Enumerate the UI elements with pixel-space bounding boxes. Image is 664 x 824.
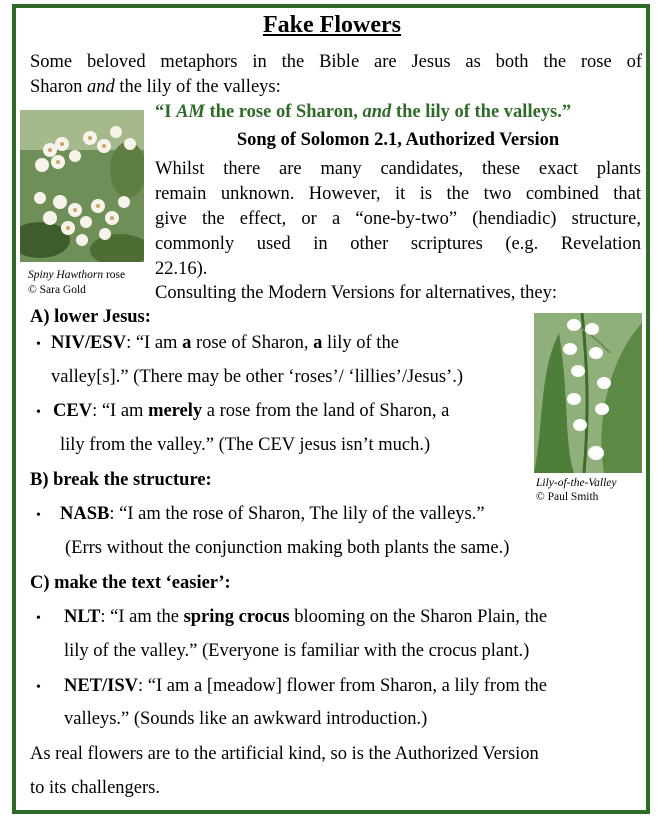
photo1-caption-plant: Spiny Hawthorn xyxy=(28,269,104,281)
text: : “I am a [meadow] flower from Sharon, a lily from the xyxy=(138,676,547,696)
section-b-heading: B) break the structure: xyxy=(30,470,212,490)
quote-end: the lily of the valleys.” xyxy=(391,102,572,122)
nlt-line-1 xyxy=(64,607,547,628)
text: rose of Sharon, xyxy=(191,333,314,353)
page-title: Fake Flowers xyxy=(263,12,401,38)
bullet-icon: • xyxy=(36,680,41,695)
paragraph-line-6: Consulting the Modern Versions for alternatives, they: xyxy=(155,283,557,303)
lily-image xyxy=(534,313,642,473)
bullet-icon: • xyxy=(36,337,41,352)
paragraph-line-3: give the effect, or a “one-by-two” (hendiadic) structure, xyxy=(155,209,641,229)
text: blooming on the Sharon Plain, the xyxy=(289,607,548,627)
nasb-line-2: (Errs without the conjunction making both plants the same.) xyxy=(65,538,510,558)
cev-line-1 xyxy=(53,401,449,422)
text: : “I am xyxy=(92,401,149,421)
text: : “I am the xyxy=(100,607,184,627)
net-isv-line-1 xyxy=(64,676,547,697)
niv-esv-line-1 xyxy=(51,333,399,354)
photo1-credit: © Sara Gold xyxy=(28,284,86,296)
emphasis: merely xyxy=(148,401,203,421)
closing-line-2: to its challengers. xyxy=(30,778,160,798)
cev-line-2: lily from the valley.” (The CEV jesus isn’t much.) xyxy=(60,435,431,455)
text: : “I am the rose of Sharon, The lily of the valleys.” xyxy=(109,504,485,524)
emphasis: spring crocus xyxy=(183,607,290,627)
paragraph-line-5: 22.16). xyxy=(155,259,208,279)
text: lily of the xyxy=(322,333,399,353)
quote-and: and xyxy=(362,102,392,122)
version-label: NLT xyxy=(64,607,101,627)
text: : “I am xyxy=(126,333,183,353)
scripture-quote xyxy=(155,102,571,123)
niv-esv-line-2: valley[s].” (There may be other ‘roses’/ ‘lillies’/Jesus’.) xyxy=(51,367,463,387)
quote-mid: the rose of Sharon, xyxy=(204,102,363,122)
section-c-heading: C) make the text ‘easier’: xyxy=(30,573,231,593)
version-label: NET/ISV xyxy=(64,676,139,696)
intro-text-end: the lily of the valleys: xyxy=(114,77,281,97)
paragraph-line-1: Whilst there are many candidates, these exact plants xyxy=(155,159,641,179)
lily-of-the-valley-photo xyxy=(534,313,642,473)
paragraph-line-4: commonly used in other scriptures (e.g. Revelation xyxy=(155,234,641,254)
intro-text: Sharon xyxy=(30,77,88,97)
section-a-heading: A) lower Jesus: xyxy=(30,307,151,327)
paragraph-line-2: remain unknown. However, it is the two combined that xyxy=(155,184,641,204)
quote-open: “I xyxy=(155,102,177,122)
bullet-icon: • xyxy=(36,611,41,626)
quote-am: AM xyxy=(176,102,205,122)
emphasis: a xyxy=(313,333,323,353)
photo1-caption xyxy=(28,268,125,282)
spiny-hawthorn-photo xyxy=(20,110,144,262)
photo2-credit: © Paul Smith xyxy=(536,491,599,503)
intro-italic-and: and xyxy=(87,77,115,97)
photo2-caption-plant: Lily-of-the-Valley xyxy=(536,477,617,489)
intro-line-1: Some beloved metaphors in the Bible are Jesus as both the rose of xyxy=(30,52,642,72)
nasb-line-1 xyxy=(60,504,485,525)
text: a rose from the land of Sharon, a xyxy=(202,401,450,421)
net-isv-line-2: valleys.” (Sounds like an awkward introduction.) xyxy=(64,709,428,729)
nlt-line-2: lily of the valley.” (Everyone is familiar with the crocus plant.) xyxy=(64,641,530,661)
photo1-caption-rest: rose xyxy=(103,269,126,281)
intro-line-2 xyxy=(30,75,281,100)
version-label: CEV xyxy=(53,401,93,421)
closing-line-1: As real flowers are to the artificial kind, so is the Authorized Version xyxy=(30,744,539,764)
version-label: NIV/ESV xyxy=(51,333,127,353)
hawthorn-image xyxy=(20,110,144,262)
emphasis: a xyxy=(182,333,192,353)
photo2-caption xyxy=(536,476,616,490)
bullet-icon: • xyxy=(36,508,41,523)
version-label: NASB xyxy=(60,504,110,524)
bullet-icon: • xyxy=(36,405,41,420)
scripture-reference: Song of Solomon 2.1, Authorized Version xyxy=(236,130,560,150)
